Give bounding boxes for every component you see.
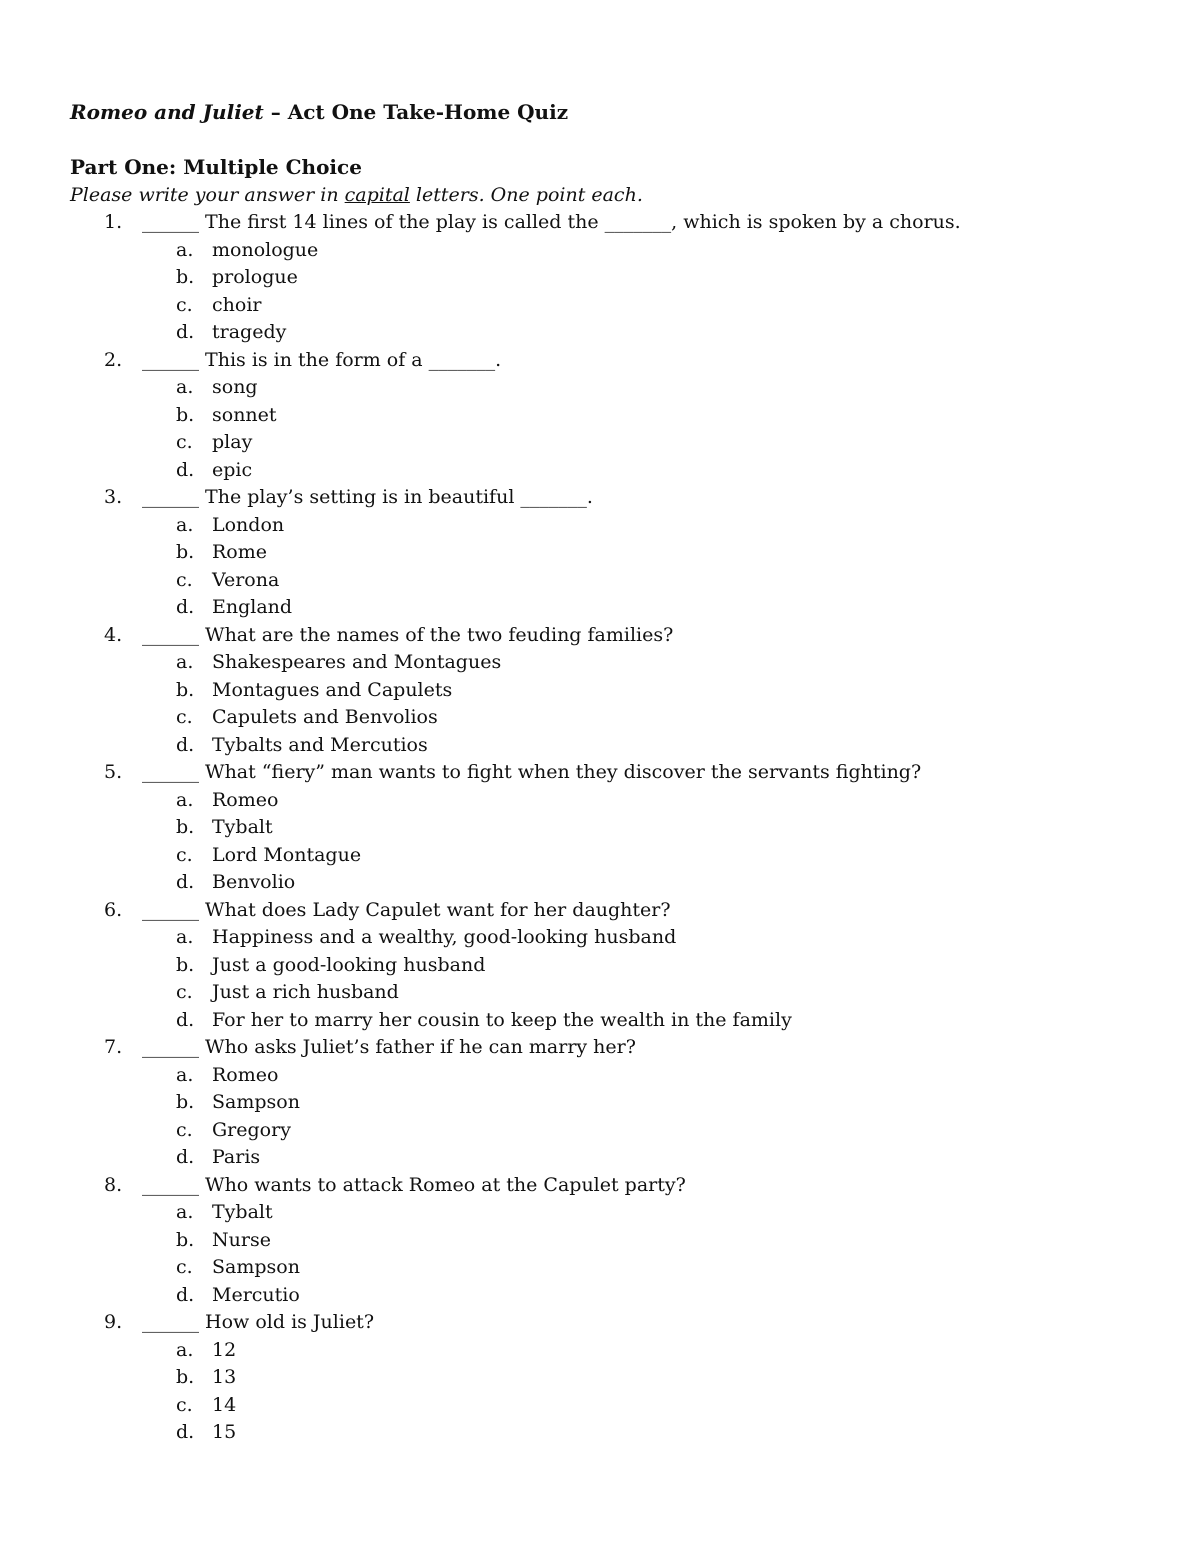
option-text: monologue <box>212 238 319 261</box>
option-text: Sampson <box>212 1091 300 1113</box>
question-text: ______ How old is Juliet? <box>142 1311 375 1333</box>
title-work: Romeo and Juliet <box>70 100 264 124</box>
question-text: ______ The play’s setting is in beautiful _______. <box>142 486 593 508</box>
option-letter: c. <box>176 1393 193 1416</box>
answer-option <box>70 1144 1140 1172</box>
answer-option <box>70 814 1140 842</box>
answer-option <box>70 1392 1140 1420</box>
option-letter: a. <box>176 788 194 811</box>
answer-option <box>70 264 1140 292</box>
answer-option <box>70 979 1140 1007</box>
answer-options <box>70 237 1140 347</box>
answer-option <box>70 952 1140 980</box>
option-text: Tybalt <box>212 1201 273 1223</box>
option-text: Gregory <box>212 1118 291 1141</box>
answer-options <box>70 649 1140 759</box>
option-text: Sampson <box>212 1256 300 1278</box>
option-text: Tybalt <box>212 816 273 838</box>
option-text: Paris <box>212 1146 261 1168</box>
answer-options <box>70 1062 1140 1172</box>
answer-option <box>70 594 1140 622</box>
option-letter: c. <box>176 293 193 316</box>
answer-option <box>70 1007 1140 1035</box>
part-one-instructions <box>70 182 1140 209</box>
answer-option <box>70 429 1140 457</box>
option-letter: d. <box>176 596 195 618</box>
part-one-heading: Part One: Multiple Choice <box>70 155 362 179</box>
option-text: Mercutio <box>212 1283 300 1306</box>
question-line <box>70 347 1140 375</box>
instructions-emphasis: capital <box>344 184 410 206</box>
option-text: England <box>212 596 293 618</box>
option-text: 12 <box>212 1338 237 1361</box>
question-item <box>70 484 1140 622</box>
question-number: 8. <box>104 1173 123 1196</box>
option-text: Capulets and Benvolios <box>212 706 438 728</box>
option-text: sonnet <box>212 403 277 426</box>
question-item <box>70 897 1140 1035</box>
option-letter: a. <box>176 651 194 673</box>
question-text: ______ What are the names of the two feuding families? <box>142 623 674 646</box>
option-letter: d. <box>176 733 195 756</box>
option-text: Romeo <box>212 788 279 811</box>
question-text: ______ Who asks Juliet’s father if he can marry her? <box>142 1036 636 1058</box>
question-item <box>70 1172 1140 1310</box>
option-text: Happiness and a wealthy, good-looking husband <box>212 926 677 948</box>
answer-option <box>70 787 1140 815</box>
option-letter: b. <box>176 403 195 426</box>
option-text: tragedy <box>212 321 287 343</box>
option-text: play <box>212 431 253 453</box>
answer-option <box>70 512 1140 540</box>
option-letter: b. <box>176 816 195 838</box>
answer-options <box>70 374 1140 484</box>
answer-option <box>70 1282 1140 1310</box>
option-letter: b. <box>176 1228 195 1251</box>
question-number: 6. <box>104 898 123 921</box>
option-text: Verona <box>212 568 280 591</box>
question-number: 2. <box>104 348 123 371</box>
question-number: 3. <box>104 486 123 508</box>
option-letter: b. <box>176 678 195 701</box>
option-letter: a. <box>176 238 194 261</box>
option-text: Tybalts and Mercutios <box>212 733 428 756</box>
option-text: 14 <box>212 1393 237 1416</box>
question-number: 5. <box>104 761 123 783</box>
option-letter: b. <box>176 1366 195 1388</box>
option-text: song <box>212 376 258 398</box>
option-letter: b. <box>176 1091 195 1113</box>
option-text: London <box>212 513 285 536</box>
answer-option <box>70 539 1140 567</box>
question-item <box>70 759 1140 897</box>
answer-option <box>70 319 1140 347</box>
option-letter: d. <box>176 458 195 481</box>
page-title <box>70 96 1140 128</box>
answer-option <box>70 649 1140 677</box>
question-item <box>70 209 1140 347</box>
option-letter: d. <box>176 1146 195 1168</box>
answer-option <box>70 1337 1140 1365</box>
option-letter: b. <box>176 541 195 563</box>
question-line <box>70 484 1140 512</box>
answer-option <box>70 567 1140 595</box>
option-letter: c. <box>176 431 193 453</box>
option-text: choir <box>212 293 262 316</box>
question-text: ______ What “fiery” man wants to fight when they discover the servants fighting? <box>142 761 922 783</box>
answer-option <box>70 1254 1140 1282</box>
option-letter: a. <box>176 1063 194 1086</box>
quiz-page <box>70 96 1140 1447</box>
option-letter: a. <box>176 376 194 398</box>
option-text: Montagues and Capulets <box>212 678 453 701</box>
option-letter: c. <box>176 1118 193 1141</box>
option-text: prologue <box>212 266 298 288</box>
question-number: 4. <box>104 623 123 646</box>
option-text: Lord Montague <box>212 843 362 866</box>
option-text: Rome <box>212 541 268 563</box>
title-rest: – Act One Take-Home Quiz <box>263 100 569 124</box>
question-item <box>70 1034 1140 1172</box>
answer-option <box>70 1062 1140 1090</box>
answer-options <box>70 512 1140 622</box>
question-line <box>70 897 1140 925</box>
question-text: ______ What does Lady Capulet want for her daughter? <box>142 898 671 921</box>
answer-option <box>70 869 1140 897</box>
option-text: Just a rich husband <box>212 981 399 1003</box>
option-text: Nurse <box>212 1228 271 1251</box>
option-letter: a. <box>176 1201 194 1223</box>
answer-option <box>70 1089 1140 1117</box>
option-letter: b. <box>176 266 195 288</box>
option-letter: c. <box>176 843 193 866</box>
answer-option <box>70 237 1140 265</box>
question-line <box>70 1172 1140 1200</box>
option-letter: b. <box>176 953 195 976</box>
answer-option <box>70 924 1140 952</box>
answer-option <box>70 374 1140 402</box>
answer-option <box>70 1117 1140 1145</box>
instructions-before: Please write your answer in <box>70 184 345 206</box>
answer-options <box>70 924 1140 1034</box>
option-text: 15 <box>212 1421 237 1443</box>
question-text: ______ The first 14 lines of the play is called the _______, which is spoken by a chorus. <box>142 211 961 233</box>
answer-option <box>70 457 1140 485</box>
option-letter: a. <box>176 1338 194 1361</box>
option-text: Just a good-looking husband <box>212 953 486 976</box>
question-number: 7. <box>104 1036 123 1058</box>
option-letter: d. <box>176 321 195 343</box>
option-letter: d. <box>176 1283 195 1306</box>
answer-option <box>70 677 1140 705</box>
option-letter: c. <box>176 981 193 1003</box>
option-letter: c. <box>176 706 193 728</box>
option-text: For her to marry her cousin to keep the wealth in the family <box>212 1008 792 1031</box>
answer-option <box>70 292 1140 320</box>
option-text: Benvolio <box>212 871 296 893</box>
question-text: ______ This is in the form of a _______. <box>142 348 502 371</box>
option-letter: d. <box>176 1421 195 1443</box>
option-letter: c. <box>176 1256 193 1278</box>
question-line <box>70 209 1140 237</box>
question-item <box>70 622 1140 760</box>
question-line <box>70 1309 1140 1337</box>
answer-option <box>70 732 1140 760</box>
option-letter: d. <box>176 871 195 893</box>
question-line <box>70 759 1140 787</box>
answer-option <box>70 1227 1140 1255</box>
option-text: Shakespeares and Montagues <box>212 651 502 673</box>
question-item <box>70 347 1140 485</box>
answer-option <box>70 1419 1140 1447</box>
question-text: ______ Who wants to attack Romeo at the Capulet party? <box>142 1173 686 1196</box>
answer-option <box>70 704 1140 732</box>
option-text: Romeo <box>212 1063 279 1086</box>
question-line <box>70 622 1140 650</box>
question-number: 1. <box>104 211 123 233</box>
title-spacer <box>70 128 1140 152</box>
answer-option <box>70 402 1140 430</box>
option-letter: a. <box>176 513 194 536</box>
instructions-after: letters. One point each. <box>409 184 643 206</box>
question-item <box>70 1309 1140 1447</box>
answer-options <box>70 787 1140 897</box>
answer-option <box>70 1364 1140 1392</box>
question-line <box>70 1034 1140 1062</box>
question-number: 9. <box>104 1311 123 1333</box>
question-list <box>70 209 1140 1447</box>
option-letter: a. <box>176 926 194 948</box>
answer-option <box>70 1199 1140 1227</box>
option-letter: c. <box>176 568 193 591</box>
option-text: 13 <box>212 1366 237 1388</box>
answer-options <box>70 1199 1140 1309</box>
answer-options <box>70 1337 1140 1447</box>
option-text: epic <box>212 458 253 481</box>
option-letter: d. <box>176 1008 195 1031</box>
answer-option <box>70 842 1140 870</box>
